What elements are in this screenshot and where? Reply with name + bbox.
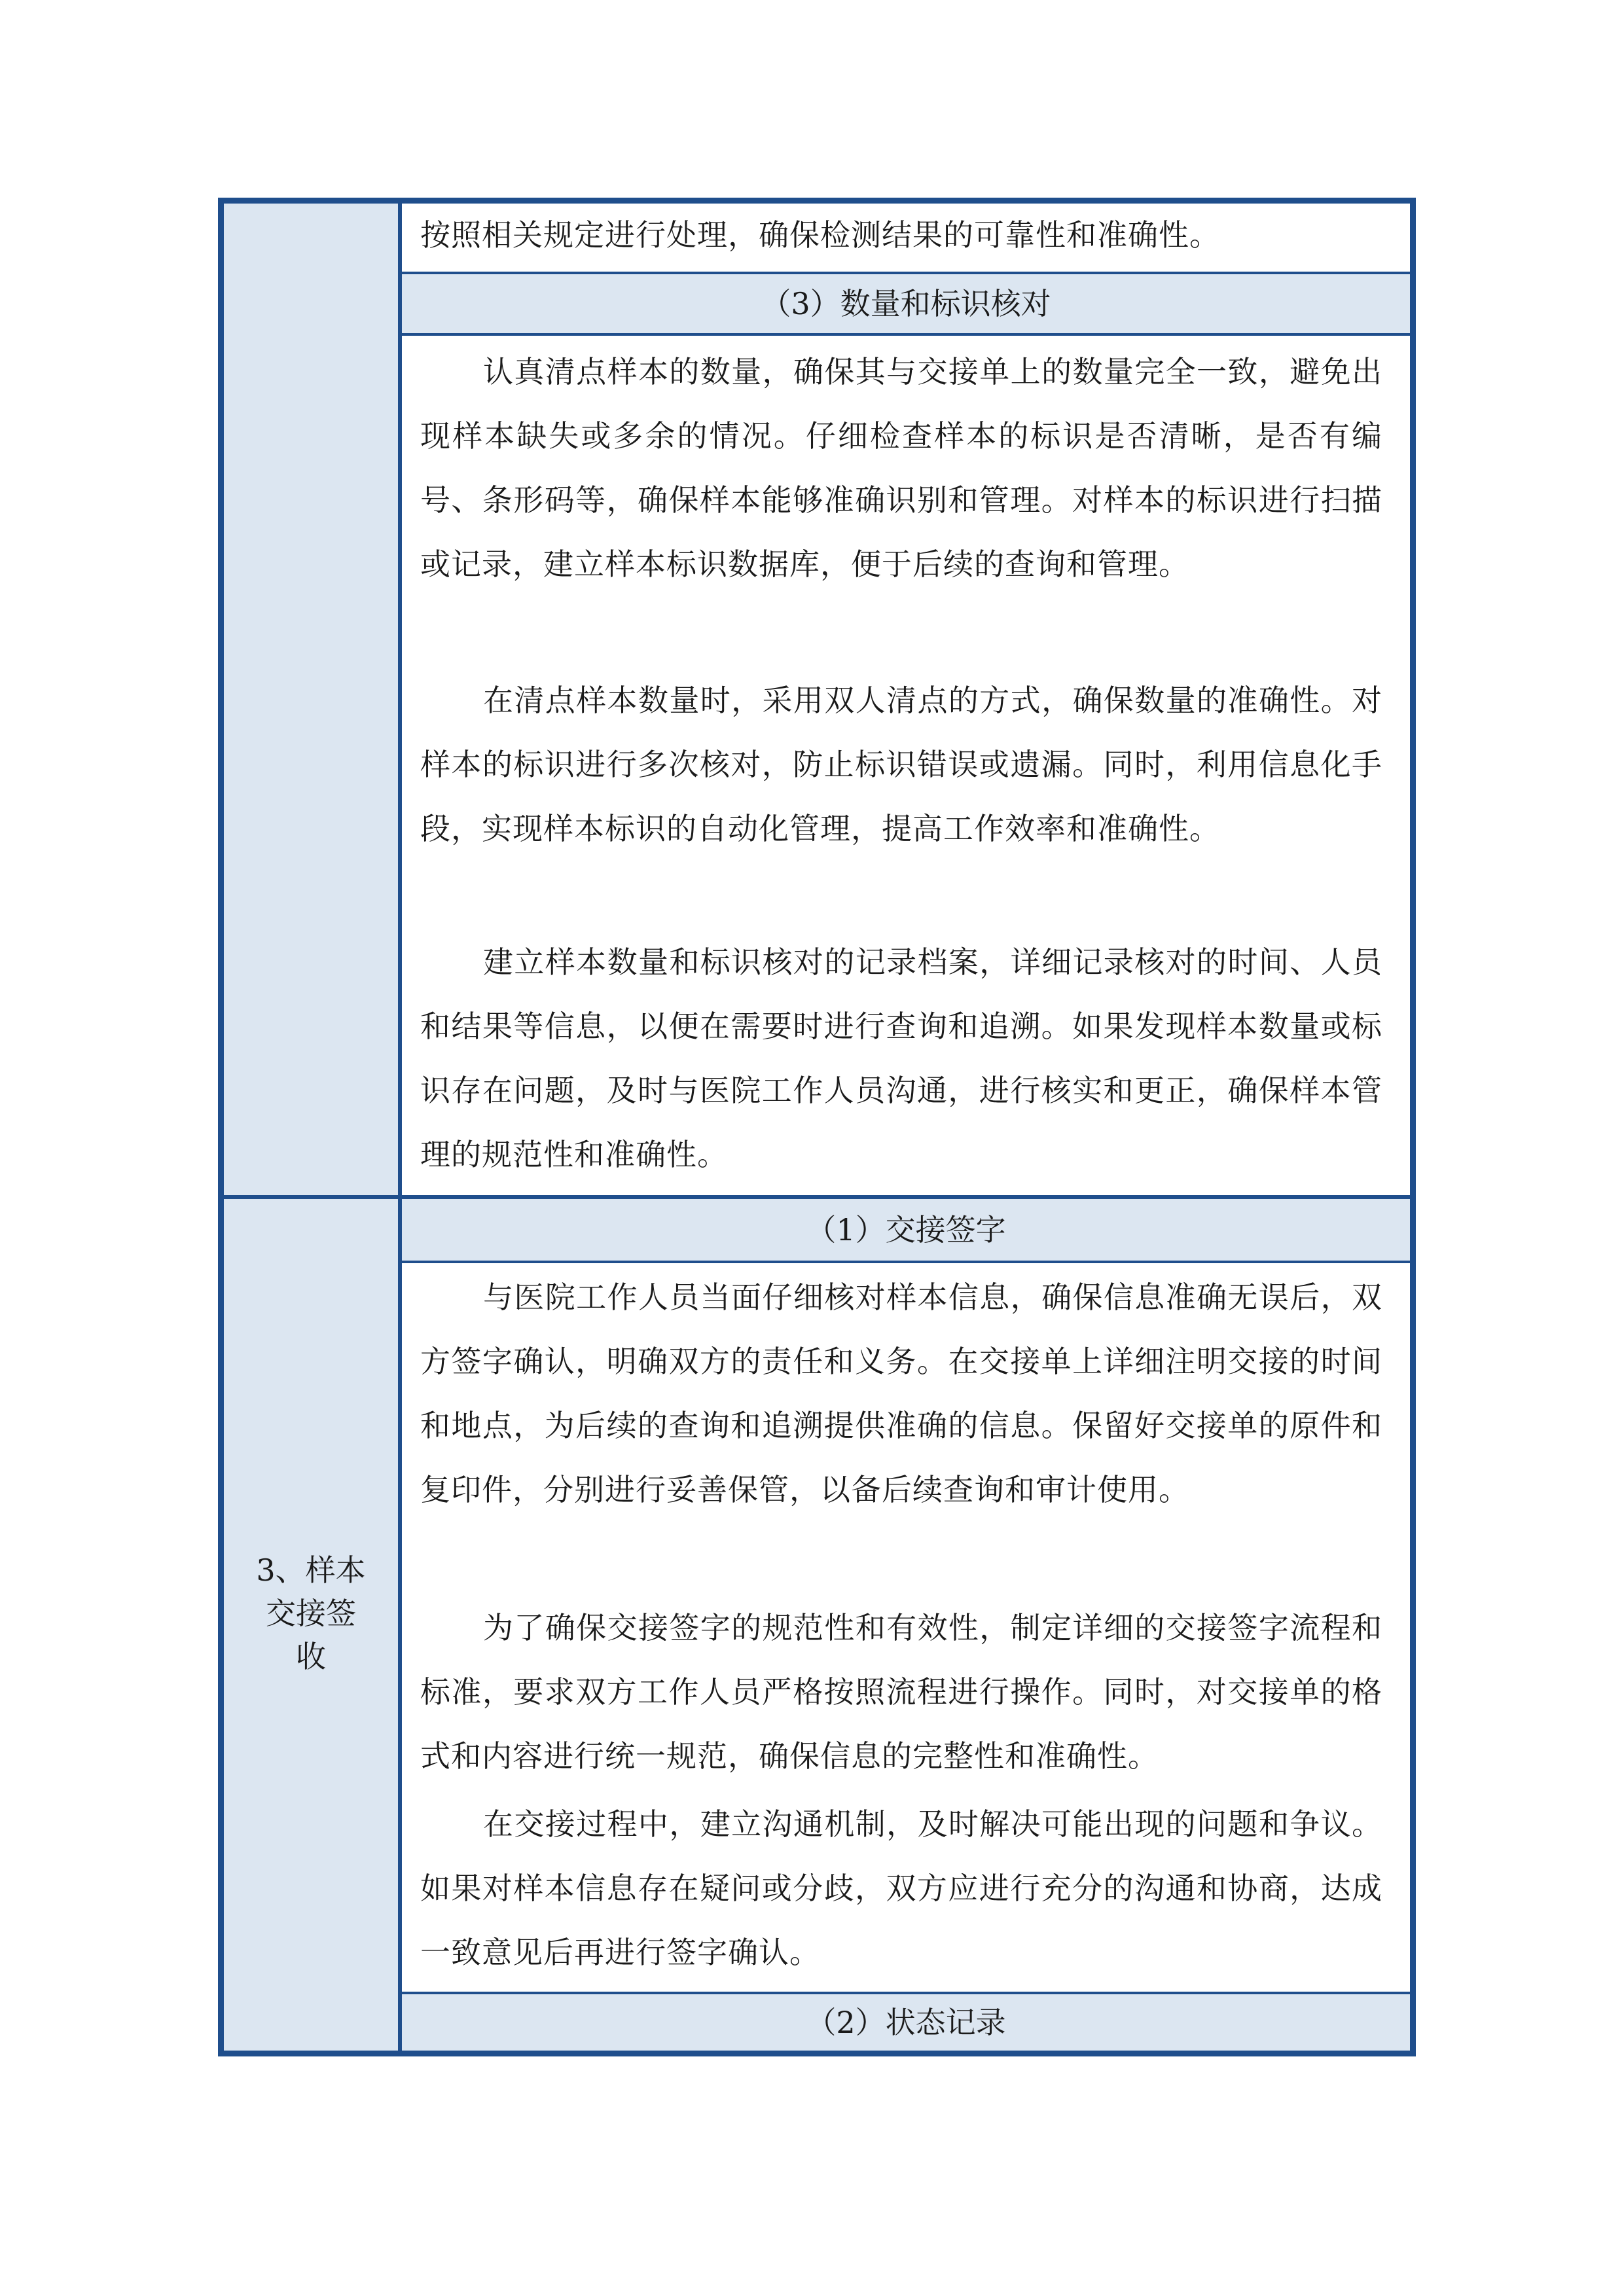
row-label-line-1: 3、样本 — [256, 1552, 366, 1588]
row-label-line-3: 收 — [296, 1639, 326, 1674]
quantity-paragraph-2: 在清点样本数量时，采用双人清点的方式，确保数量的准确性。对样本的标识进行多次核对，防止标识错误或遗漏。同时，利用信息化手段，实现样本标识的自动化管理，提高工作效率和准确性。 — [420, 683, 1382, 846]
quantity-paragraph-3: 建立样本数量和标识核对的记录档案，详细记录核对的时间、人员和结果等信息，以便在需要时进行查询和追溯。如果发现样本数量或标识存在问题，及时与医院工作人员沟通，进行核实和更正，确保样本管理的规范性和准确性。 — [420, 944, 1382, 1172]
handover-paragraph-3: 在交接过程中，建立沟通机制，及时解决可能出现的问题和争议。如果对样本信息存在疑问或分歧，双方应进行充分的沟通和协商，达成一致意见后再进行签字确认。 — [420, 1806, 1382, 1970]
left-column — [224, 204, 402, 2051]
row-label — [224, 1549, 398, 1678]
content-table — [218, 198, 1416, 2056]
section-header-handover: （1）交接签字 — [402, 1199, 1410, 1263]
handover-paragraph-1: 与医院工作人员当面仔细核对样本信息，确保信息准确无误后，双方签字确认，明确双方的责任和义务。在交接单上详细注明交接的时间和地点，为后续的查询和追溯提供准确的信息。保留好交接单的原件和复印件，分别进行妥善保管，以备后续查询和审计使用。 — [420, 1280, 1382, 1507]
handover-paragraph-2: 为了确保交接签字的规范性和有效性，制定详细的交接签字流程和标准，要求双方工作人员严格按照流程进行操作。同时，对交接单的格式和内容进行统一规范，确保信息的完整性和准确性。 — [420, 1610, 1382, 1774]
section-header-status: （2）状态记录 — [402, 1992, 1410, 2051]
quantity-paragraph-1: 认真清点样本的数量，确保其与交接单上的数量完全一致，避免出现样本缺失或多余的情况。仔细检查样本的标识是否清晰，是否有编号、条形码等，确保样本能够准确识别和管理。对样本的标识进行扫描或记录，建立样本标识数据库，便于后续的查询和管理。 — [420, 354, 1382, 582]
section-header-quantity: （3）数量和标识核对 — [402, 272, 1410, 336]
row-label-line-2: 交接签 — [266, 1596, 356, 1631]
continuation-paragraph: 按照相关规定进行处理，确保检测结果的可靠性和准确性。 — [420, 217, 1220, 253]
